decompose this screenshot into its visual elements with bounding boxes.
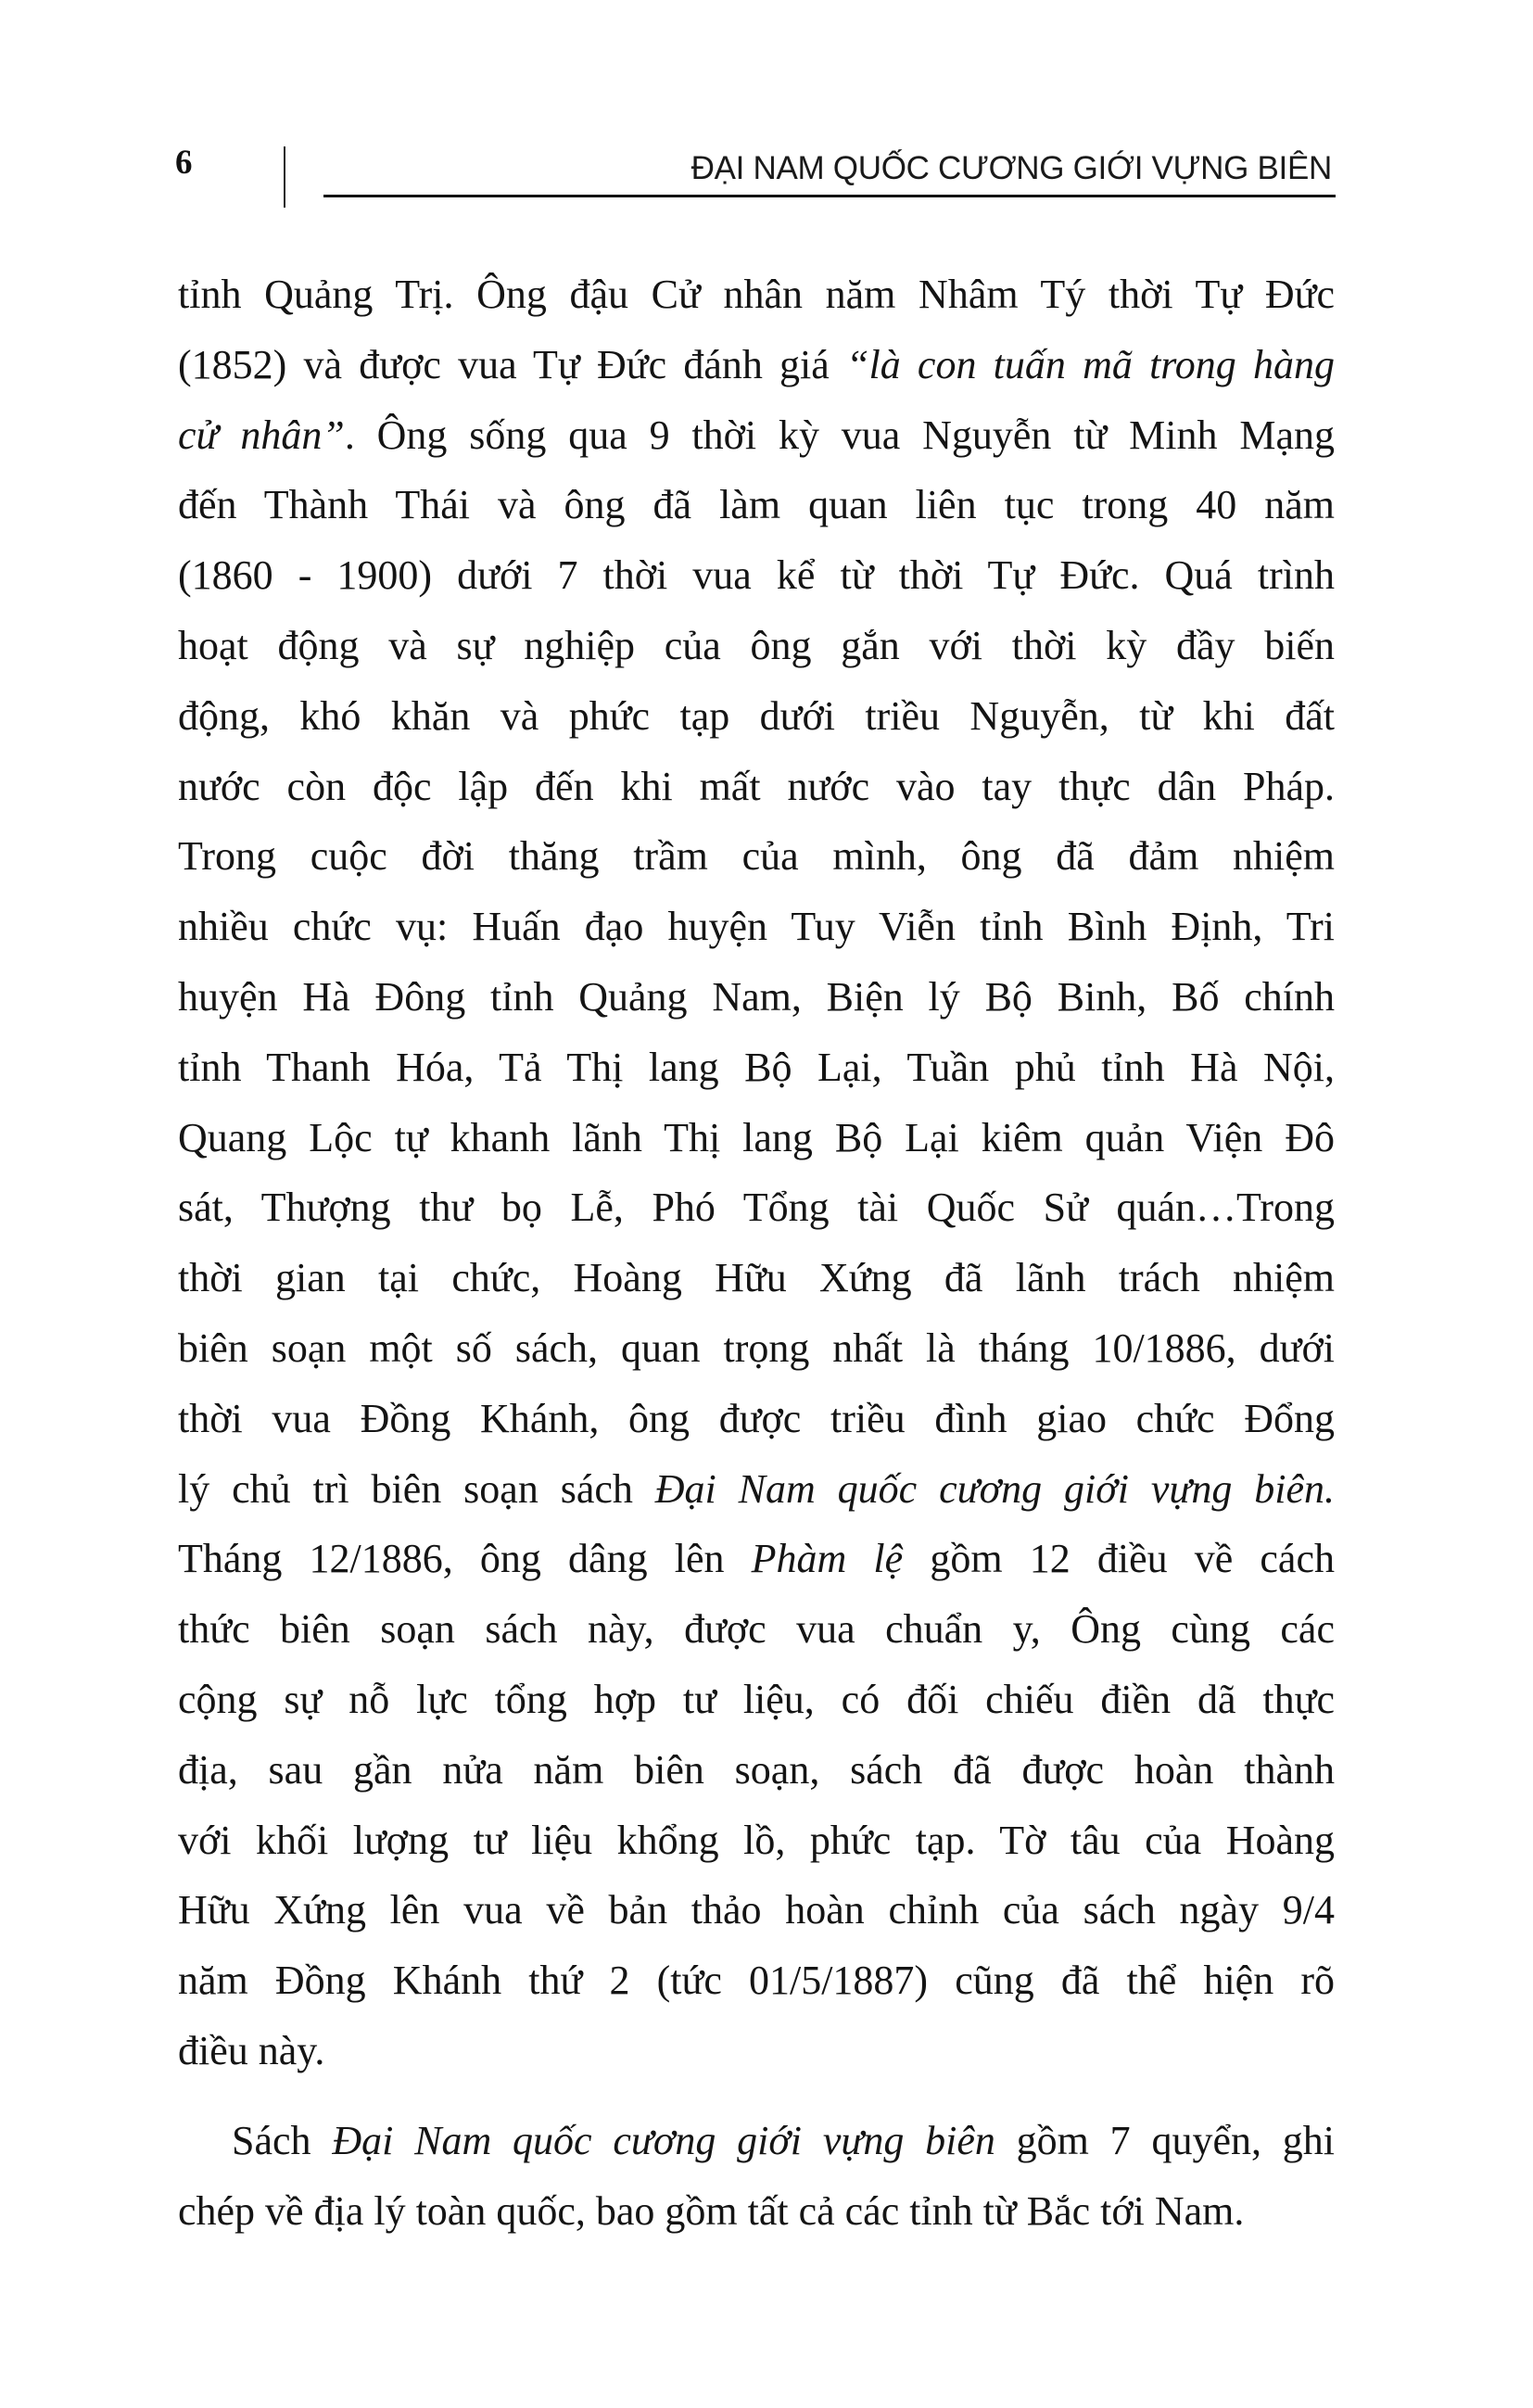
page-number: 6 [175, 144, 193, 182]
text-run: động, khó khăn và phức tạp dưới triều Nguyễn, từ khi đất [178, 692, 1335, 739]
text-line [178, 540, 1335, 611]
text-line [178, 681, 1335, 752]
text-run: địa, sau gần nửa năm biên soạn, sách đã được hoàn thành [178, 1746, 1335, 1793]
italic-text: “là con tuấn mã trong hàng [846, 341, 1335, 387]
text-line [178, 1594, 1335, 1665]
text-line [178, 2106, 1335, 2176]
header-vertical-divider [284, 146, 285, 208]
text-run: thời vua Đồng Khánh, ông được triều đình giao chức Đổng [178, 1395, 1335, 1441]
text-run: hoạt động và sự nghiệp của ông gắn với thời kỳ đầy biến [178, 622, 1335, 668]
text-line [178, 1875, 1335, 1945]
text-line [178, 400, 1335, 471]
text-run: lý chủ trì biên soạn sách [178, 1465, 655, 1512]
header-rule [323, 195, 1336, 197]
text-run: thời gian tại chức, Hoàng Hữu Xứng đã lãnh trách nhiệm [178, 1255, 1335, 1301]
text-line [178, 1243, 1335, 1313]
text-run: Sách [232, 2117, 333, 2163]
text-line [178, 1313, 1335, 1384]
text-line [178, 1524, 1335, 1594]
paragraph [178, 2106, 1335, 2247]
text-run: sát, Thượng thư bọ Lễ, Phó Tổng tài Quốc Sử quán…Trong [178, 1185, 1335, 1231]
text-run: đến Thành Thái và ông đã làm quan liên tục trong 40 năm [178, 482, 1335, 528]
text-run: Quang Lộc tự khanh lãnh Thị lang Bộ Lại kiêm quản Viện Đô [178, 1114, 1335, 1160]
text-line [178, 1172, 1335, 1243]
text-line [178, 821, 1335, 892]
running-title: ĐẠI NAM QUỐC CƯƠNG GIỚI VỰNG BIÊN [690, 150, 1332, 186]
text-run: gồm 7 quyển, ghi [995, 2117, 1335, 2163]
text-line [178, 1665, 1335, 1735]
text-line [178, 1945, 1335, 2016]
text-line [178, 962, 1335, 1033]
text-run: gồm 12 điều về cách [903, 1536, 1335, 1582]
text-line [178, 1033, 1335, 1103]
text-line [178, 2176, 1335, 2247]
text-run: với khối lượng tư liệu khổng lồ, phức tạp. Tờ tâu của Hoàng [178, 1817, 1335, 1863]
italic-text: cử nhân” [178, 412, 345, 458]
text-run: điều này. [178, 2027, 325, 2073]
text-line [178, 2016, 1335, 2086]
text-run: nhiều chức vụ: Huấn đạo huyện Tuy Viễn tỉnh Bình Định, Tri [178, 904, 1335, 950]
text-line [178, 1103, 1335, 1173]
text-run: thức biên soạn sách này, được vua chuẩn y, Ông cùng các [178, 1606, 1335, 1653]
italic-text: Phàm lệ [751, 1536, 904, 1582]
text-run: tỉnh Thanh Hóa, Tả Thị lang Bộ Lại, Tuần phủ tỉnh Hà Nội, [178, 1044, 1335, 1090]
text-line [178, 260, 1335, 330]
text-line [178, 1735, 1335, 1806]
text-line [178, 1384, 1335, 1454]
italic-text: Đại Nam quốc cương giới vựng biên [332, 2117, 995, 2163]
text-run: huyện Hà Đông tỉnh Quảng Nam, Biện lý Bộ Binh, Bố chính [178, 973, 1335, 1020]
body-text [178, 260, 1335, 2265]
paragraph [178, 260, 1335, 2086]
text-run: năm Đồng Khánh thứ 2 (tức 01/5/1887) cũng đã thể hiện rõ [178, 1958, 1335, 2004]
italic-text: Đại Nam quốc cương giới vựng biên. [654, 1465, 1335, 1512]
text-line [178, 752, 1335, 822]
text-line [178, 330, 1335, 400]
text-line [178, 892, 1335, 962]
text-run: (1852) và được vua Tự Đức đánh giá [178, 341, 847, 387]
text-run: chép về địa lý toàn quốc, bao gồm tất cả các tỉnh từ Bắc tới Nam. [178, 2187, 1245, 2234]
text-run: Tháng 12/1886, ông dâng lên [178, 1536, 752, 1582]
text-run: cộng sự nỗ lực tổng hợp tư liệu, có đối chiếu điền dã thực [178, 1676, 1335, 1722]
text-run: (1860 - 1900) dưới 7 thời vua kể từ thời Tự Đức. Quá trình [178, 552, 1335, 599]
text-line [178, 1454, 1335, 1525]
text-run: . Ông sống qua 9 thời kỳ vua Nguyễn từ Minh Mạng [344, 412, 1335, 458]
text-line [178, 470, 1335, 540]
text-run: tỉnh Quảng Trị. Ông đậu Cử nhân năm Nhâm Tý thời Tự Đức [178, 272, 1335, 317]
text-run: Hữu Xứng lên vua về bản thảo hoàn chỉnh của sách ngày 9/4 [178, 1887, 1335, 1933]
text-run: biên soạn một số sách, quan trọng nhất là tháng 10/1886, dưới [178, 1324, 1335, 1371]
text-line [178, 1806, 1335, 1876]
text-run: Trong cuộc đời thăng trầm của mình, ông đã đảm nhiệm [178, 833, 1335, 880]
text-line [178, 611, 1335, 681]
text-run: nước còn độc lập đến khi mất nước vào tay thực dân Pháp. [178, 763, 1335, 809]
